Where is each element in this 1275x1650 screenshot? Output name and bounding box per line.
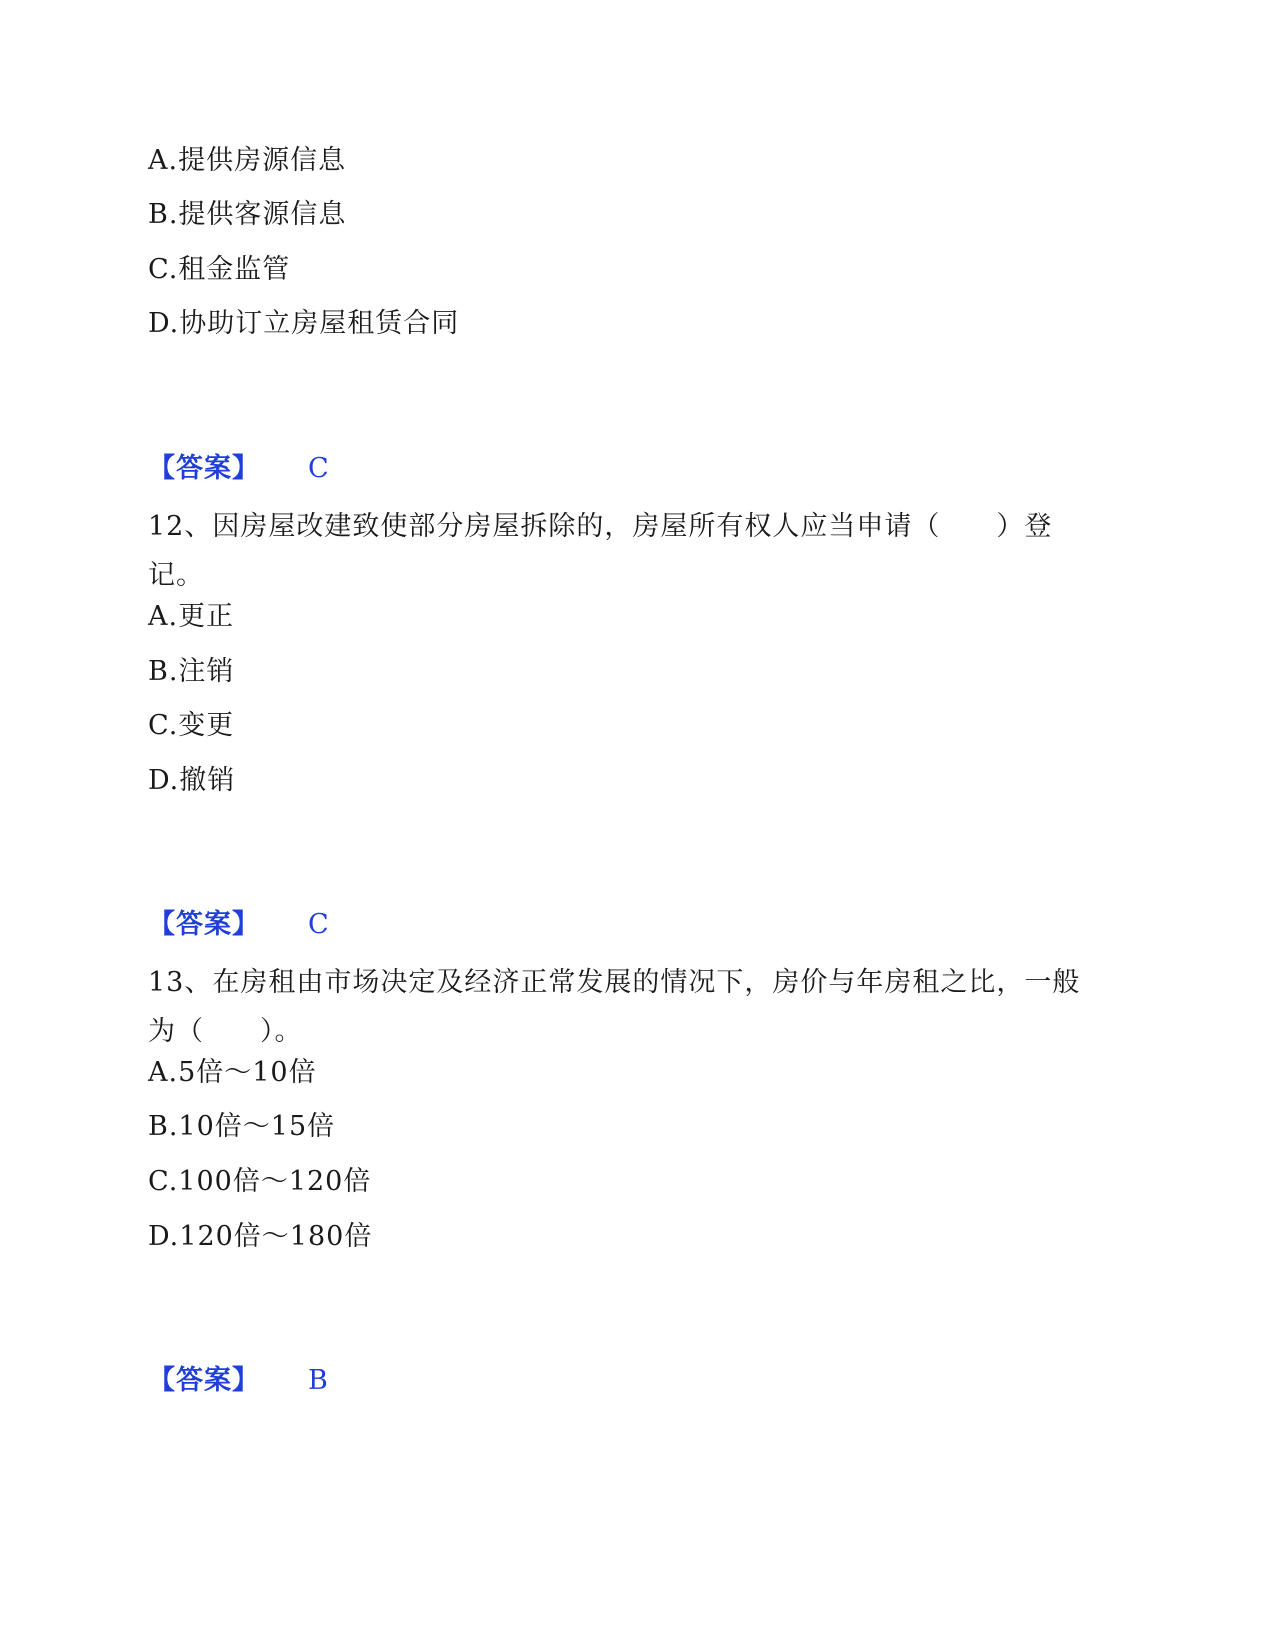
answer-row — [148, 908, 330, 942]
option-c: C.变更 — [148, 710, 235, 741]
option-b: B.10倍～15倍 — [148, 1111, 336, 1142]
option-a: A.更正 — [148, 601, 235, 632]
option-a: A.提供房源信息 — [148, 145, 347, 176]
option-d: D.撤销 — [148, 765, 236, 796]
option-d: D.协助订立房屋租赁合同 — [148, 308, 460, 339]
answer-row — [148, 452, 330, 486]
option-a: A.5倍～10倍 — [148, 1057, 317, 1088]
answer-label: 【答案】 — [148, 909, 260, 940]
answer-value: C — [308, 453, 330, 484]
question-text: 12、因房屋改建致使部分房屋拆除的，房屋所有权人应当申请（ ）登记。 — [148, 511, 1053, 591]
question-text: 13、在房租由市场决定及经济正常发展的情况下，房价与年房租之比，一般为（ ）。 — [148, 967, 1081, 1047]
option-c: C.租金监管 — [148, 254, 291, 285]
option-b: B.注销 — [148, 656, 235, 687]
answer-value: C — [308, 909, 330, 940]
answer-row — [148, 1364, 329, 1398]
option-d: D.120倍～180倍 — [148, 1221, 373, 1252]
answer-value: B — [308, 1365, 329, 1396]
answer-label: 【答案】 — [148, 453, 260, 484]
option-b: B.提供客源信息 — [148, 199, 347, 230]
option-c: C.100倍～120倍 — [148, 1166, 372, 1197]
answer-label: 【答案】 — [148, 1365, 260, 1396]
